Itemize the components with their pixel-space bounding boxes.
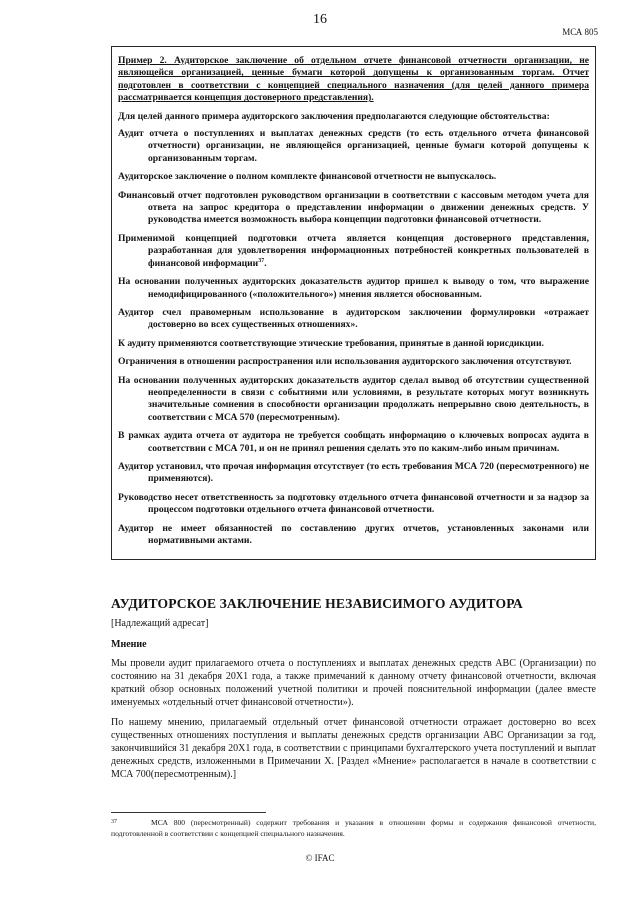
- circumstance-item: [118, 492, 589, 517]
- circumstance-text: Применимой концепцией подготовки отчета является концепция достоверного представления, разработанная для удовлетворения информационных потребностей конкретных пользователей в финансовой информации: [118, 232, 589, 269]
- circumstance-tail: .: [264, 257, 267, 269]
- example-intro: Для целей данного примера аудиторского заключения предполагаются следующие обстоятельства:: [118, 110, 550, 122]
- circumstance-item: [118, 276, 589, 301]
- auditor-report: [111, 596, 596, 788]
- standard-reference: МСА 805: [562, 27, 598, 37]
- opinion-heading: Мнение: [111, 639, 147, 650]
- example-box: [111, 46, 596, 560]
- circumstance-item: [118, 461, 589, 486]
- copyright-notice: © IFAC: [305, 853, 335, 863]
- circumstance-item: [118, 307, 589, 332]
- report-paragraph: По нашему мнению, прилагаемый отдельный отчет финансовой отчетности отражает достоверно во всех существенных отношениях поступления и выплаты денежных средств организации ABC Организации за год, закончившийся 31 декабря 20X1 года, в соответствии с принципами бухгалтерского учета поступлений и выплат денежных средств, изложенными в Примечании X. [Раздел «Мнение» располагается в начале в соответствии с МСА 700(пересмотренным).]: [111, 717, 596, 780]
- circumstance-item: [118, 375, 589, 425]
- footnote-ref[interactable]: 37: [258, 257, 265, 264]
- circumstance-text: На основании полученных аудиторских доказательств аудитор пришел к выводу о том, что выражение немодифицированного («положительного») мнения является обоснованным.: [118, 276, 589, 300]
- circumstance-item: [118, 338, 589, 350]
- circumstance-item: [118, 430, 589, 455]
- circumstance-text: Аудитор установил, что прочая информация отсутствует (то есть требования МСА 720 (пересмотренного) не применяются).: [118, 460, 589, 485]
- circumstance-text: К аудиту применяются соответствующие этические требования, принятые в данной юрисдикции.: [118, 337, 544, 349]
- circumstance-item: [118, 233, 589, 270]
- circumstance-item: [118, 190, 589, 227]
- circumstance-text: Финансовый отчет подготовлен руководством организации в соответствии с кассовым методом учета для ответа на запрос кредитора о представлении информации о движении денежных средств. У руководства имеется возможность выбора концепции подготовки финансовой отчетности.: [118, 189, 589, 226]
- circumstance-text: Аудитор не имеет обязанностей по составлению других отчетов, установленных законами или нормативными актами.: [118, 522, 589, 546]
- report-paragraph: Мы провели аудит прилагаемого отчета о поступлениях и выплатах денежных средств ABC (Организации) по состоянию на 31 декабря 20X1 года, а также примечаний к данному отчету финансовой отчетности, включая краткий обзор основных положений учетной политики и прочей пояснительной информации (далее вместе именуемых «отдельный отчет финансовой отчетности»).: [111, 658, 596, 708]
- circumstance-text: Аудиторское заключение о полном комплекте финансовой отчетности не выпускалось.: [118, 171, 497, 183]
- circumstances-list: [118, 128, 589, 547]
- circumstance-item: [118, 356, 589, 368]
- circumstance-text: В рамках аудита отчета от аудитора не требуется сообщать информацию о ключевых вопросах аудита в соответствии с МСА 701, и он не принял решения сделать это по каким-либо иным причинам.: [118, 430, 589, 454]
- circumstance-text: Ограничения в отношении распространения или использования аудиторского заключения отсутствуют.: [118, 356, 572, 368]
- circumstance-text: Аудит отчета о поступлениях и выплатах денежных средств (то есть отдельного отчета финансовой отчетности) организации, не являющейся организацией, ценные бумаги которой допущены к организованным торгам.: [118, 128, 589, 164]
- footnote-divider: [111, 812, 266, 813]
- circumstance-text: На основании полученных аудиторских доказательств аудитор сделал вывод об отсутствии существенной неопределенности в связи с событиями или условиями, в результате которых могут возникнуть значительные сомнения в способности организации продолжать непрерывно свою деятельность, в соответствии с МСА 570 (пересмотренным).: [118, 374, 589, 423]
- footnote-text: МСА 800 (пересмотренный) содержит требования и указания в отношении формы и содержания финансовой отчетности, подготовленной в соответствии с концепцией специального назначения.: [111, 818, 596, 838]
- circumstance-text: Аудитор счел правомерным использование в аудиторском заключении формулировки «отражает достоверно во всех существенных отношениях».: [118, 306, 589, 331]
- circumstance-item: [118, 128, 589, 165]
- example-title: Пример 2. Аудиторское заключение об отдельном отчете финансовой отчетности организации, не являющейся организацией, ценные бумаги которой допущены к организованным торгам. Отчет подготовлен в соответствии с концепцией специального назначения (для целей данного примера рассматривается концепция достоверного представления).: [118, 55, 589, 104]
- report-addressee: [Надлежащий адресат]: [111, 618, 209, 629]
- circumstance-item: [118, 523, 589, 548]
- footnote: [111, 817, 596, 839]
- report-heading: АУДИТОРСКОЕ ЗАКЛЮЧЕНИЕ НЕЗАВИСИМОГО АУДИТОРА: [111, 596, 523, 611]
- circumstance-text: Руководство несет ответственность за подготовку отдельного отчета финансовой отчетности и за надзор за процессом подготовки отдельного отчета финансовой отчетности.: [118, 491, 589, 516]
- circumstance-item: [118, 171, 589, 183]
- page-number: 16: [313, 12, 327, 27]
- footnote-number: 37: [111, 819, 117, 825]
